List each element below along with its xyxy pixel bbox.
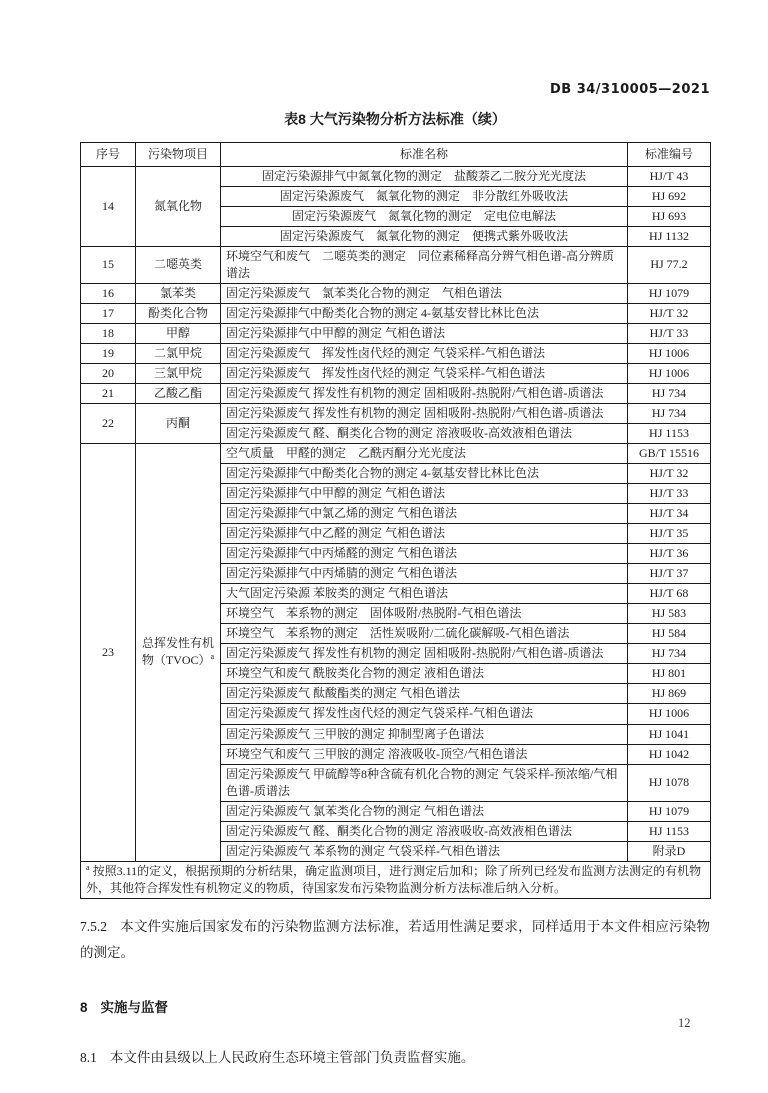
standard-code-cell: HJ/T 32 [628, 464, 711, 484]
pollutant-cell [136, 383, 221, 403]
clause-number: 8.1 [80, 1050, 97, 1066]
standard-name-cell: 固定污染源废气 挥发性有机物的测定 固相吸附-热脱附/气相色谱-质谱法 [221, 644, 628, 664]
standard-name-cell: 固定污染源废气 酞酸酯类的测定 气相色谱法 [221, 684, 628, 704]
standard-code-cell: HJ 734 [628, 404, 711, 424]
page-number: 12 [678, 1016, 691, 1030]
clause-7-5-2 [80, 914, 710, 967]
standard-name-cell: 固定污染源废气 挥发性有机物的测定 固相吸附-热脱附/气相色谱-质谱法 [221, 383, 628, 403]
section-title: 实施与监督 [100, 1000, 169, 1016]
table-row [81, 363, 711, 383]
header-cell-pollutant: 污染物项目 [136, 142, 221, 166]
standard-code-cell: HJ/T 32 [628, 303, 711, 323]
pollutant-cell [136, 303, 221, 323]
standard-code-cell: HJ/T 37 [628, 564, 711, 584]
table-body [81, 166, 711, 861]
standard-code-cell: HJ/T 68 [628, 584, 711, 604]
standard-name-cell: 固定污染源废气 挥发性卤代烃的测定 气袋采样-气相色谱法 [221, 343, 628, 363]
standard-code-cell: HJ 1132 [628, 226, 711, 246]
pollutant-name: 总挥发性有机物（TVOC） [141, 636, 214, 668]
pollutant-cell [136, 404, 221, 444]
clause-8-1 [80, 1045, 710, 1071]
section-number: 8 [80, 1000, 88, 1016]
standard-code-cell: HJ 693 [628, 206, 711, 226]
standard-code-cell: HJ/T 35 [628, 524, 711, 544]
standard-code-cell: HJ 869 [628, 684, 711, 704]
table-row [81, 404, 711, 424]
standard-code-cell: HJ 1041 [628, 724, 711, 744]
document-code: DB 34/310005—2021 [549, 82, 710, 97]
table-row [81, 303, 711, 323]
standard-code-cell: 附录D [628, 841, 711, 861]
serial-cell: 16 [81, 283, 136, 303]
section-8-heading [80, 996, 710, 1016]
standard-code-cell: HJ/T 36 [628, 544, 711, 564]
serial-cell: 17 [81, 303, 136, 323]
pollutant-name: 二噁英类 [153, 257, 202, 272]
header-cell-standard-name: 标准名称 [221, 142, 628, 166]
standard-code-cell: HJ 583 [628, 604, 711, 624]
pollutant-footnote-marker: a [210, 652, 215, 662]
standard-code-cell: HJ 1006 [628, 363, 711, 383]
clause-text: 本文件由县级以上人民政府生态环境主管部门负责监督实施。 [109, 1050, 475, 1066]
standard-name-cell: 固定污染源废气 挥发性卤代烃的测定气袋采样-气相色谱法 [221, 704, 628, 724]
standard-code-cell: HJ/T 43 [628, 166, 711, 186]
header-cell-serial: 序号 [81, 142, 136, 166]
standard-code-cell: HJ 1153 [628, 821, 711, 841]
serial-cell: 22 [81, 404, 136, 444]
standard-code-cell: HJ 1079 [628, 801, 711, 821]
standards-table [80, 142, 711, 899]
standard-code-cell: HJ 1006 [628, 704, 711, 724]
standard-code-cell: HJ/T 33 [628, 323, 711, 343]
standard-code-cell: HJ 734 [628, 383, 711, 403]
pollutant-name: 三氯甲烷 [153, 365, 202, 380]
standard-name-cell: 空气质量 甲醛的测定 乙酰丙酮分光光度法 [221, 444, 628, 464]
pollutant-name: 氯苯类 [159, 285, 196, 300]
standard-name-cell: 环境空气和废气 三甲胺的测定 溶液吸收-顶空/气相色谱法 [221, 744, 628, 764]
pollutant-name: 氮氧化物 [153, 198, 202, 213]
standard-name-cell: 固定污染源废气 挥发性卤代烃的测定 气袋采样-气相色谱法 [221, 363, 628, 383]
pollutant-name: 丙酮 [165, 416, 190, 431]
standard-name-cell: 固定污染源排气中氮氧化物的测定 盐酸萘乙二胺分光光度法 [221, 166, 628, 186]
standard-code-cell: GB/T 15516 [628, 444, 711, 464]
serial-cell: 18 [81, 323, 136, 343]
table-row [81, 166, 711, 186]
standard-name-cell: 固定污染源排气中丙烯醛的测定 气相色谱法 [221, 544, 628, 564]
standard-name-cell: 固定污染源废气 醛、酮类化合物的测定 溶液吸收-高效液相色谱法 [221, 821, 628, 841]
table-row [81, 383, 711, 403]
pollutant-cell [136, 246, 221, 283]
clause-text: 本文件实施后国家发布的污染物监测方法标准，若适用性满足要求，同样适用于本文件相应污染物的测定。 [80, 918, 710, 961]
serial-cell: 21 [81, 383, 136, 403]
pollutant-name: 乙酸乙酯 [153, 385, 202, 400]
standard-name-cell: 固定污染源排气中甲醇的测定 气相色谱法 [221, 484, 628, 504]
clause-number: 7.5.2 [80, 918, 107, 934]
serial-cell: 15 [81, 246, 136, 283]
pollutant-cell [136, 363, 221, 383]
standard-name-cell: 环境空气和废气 酰胺类化合物的测定 液相色谱法 [221, 664, 628, 684]
pollutant-cell [136, 323, 221, 343]
standard-name-cell: 环境空气 苯系物的测定 固体吸附/热脱附-气相色谱法 [221, 604, 628, 624]
table-row [81, 323, 711, 343]
standard-code-cell: HJ 1042 [628, 744, 711, 764]
standard-name-cell: 固定污染源废气 氮氧化物的测定 定电位电解法 [221, 206, 628, 226]
standard-code-cell: HJ 1006 [628, 343, 711, 363]
standard-name-cell: 固定污染源废气 苯系物的测定 气袋采样-气相色谱法 [221, 841, 628, 861]
standard-name-cell: 固定污染源废气 氮氧化物的测定 便携式紫外吸收法 [221, 226, 628, 246]
table-header-row [81, 142, 711, 166]
standard-name-cell: 固定污染源废气 甲硫醇等8种含硫有机化合物的测定 气袋采样-预浓缩/气相色谱-质谱法 [221, 764, 628, 801]
standard-code-cell: HJ/T 34 [628, 504, 711, 524]
standard-name-cell: 固定污染源排气中甲醇的测定 气相色谱法 [221, 323, 628, 343]
table-row [81, 246, 711, 283]
standard-name-cell: 固定污染源废气 挥发性有机物的测定 固相吸附-热脱附/气相色谱-质谱法 [221, 404, 628, 424]
standard-name-cell: 固定污染源废气 醛、酮类化合物的测定 溶液吸收-高效液相色谱法 [221, 424, 628, 444]
header-cell-standard-code: 标准编号 [628, 142, 711, 166]
standard-name-cell: 环境空气 苯系物的测定 活性炭吸附/二硫化碳解吸-气相色谱法 [221, 624, 628, 644]
standard-name-cell: 固定污染源废气 氮氧化物的测定 非分散红外吸收法 [221, 186, 628, 206]
standard-code-cell: HJ 734 [628, 644, 711, 664]
table-row [81, 444, 711, 464]
pollutant-cell [136, 283, 221, 303]
standard-code-cell: HJ 77.2 [628, 246, 711, 283]
footnote-row [81, 861, 711, 898]
pollutant-cell [136, 166, 221, 246]
standard-name-cell: 固定污染源排气中酚类化合物的测定 4-氨基安替比林比色法 [221, 464, 628, 484]
serial-cell: 14 [81, 166, 136, 246]
table-title: 表8 大气污染物分析方法标准（续） [284, 110, 506, 127]
standard-code-cell: HJ 1078 [628, 764, 711, 801]
footnote-cell [81, 861, 711, 898]
standard-code-cell: HJ 1153 [628, 424, 711, 444]
footnote-marker: a [86, 862, 90, 872]
standard-code-cell: HJ 692 [628, 186, 711, 206]
serial-cell: 23 [81, 444, 136, 862]
pollutant-cell [136, 444, 221, 862]
page-content [80, 82, 710, 1072]
standard-name-cell: 固定污染源废气 氯苯类化合物的测定 气相色谱法 [221, 801, 628, 821]
standard-name-cell: 固定污染源排气中氯乙烯的测定 气相色谱法 [221, 504, 628, 524]
standard-code-cell: HJ 1079 [628, 283, 711, 303]
footnote-text: 按照3.11的定义，根据预期的分析结果，确定监测项目，进行测定后加和；除了所列已经发布监测方法测定的有机物外，其他符合挥发性有机物定义的物质，待国家发布污染物监测分析方法标准后纳入分析。 [86, 863, 702, 895]
serial-cell: 19 [81, 343, 136, 363]
standard-code-cell: HJ 801 [628, 664, 711, 684]
standard-name-cell: 固定污染源排气中丙烯腈的测定 气相色谱法 [221, 564, 628, 584]
standard-name-cell: 环境空气和废气 二噁英类的测定 同位素稀释高分辨气相色谱-高分辨质谱法 [221, 246, 628, 283]
pollutant-name: 甲醇 [165, 325, 190, 340]
standard-name-cell: 固定污染源废气 三甲胺的测定 抑制型离子色谱法 [221, 724, 628, 744]
pollutant-cell [136, 343, 221, 363]
table-row [81, 283, 711, 303]
serial-cell: 20 [81, 363, 136, 383]
pollutant-name: 二氯甲烷 [153, 345, 202, 360]
standard-name-cell: 固定污染源排气中乙醛的测定 气相色谱法 [221, 524, 628, 544]
pollutant-name: 酚类化合物 [147, 305, 208, 320]
standard-name-cell: 大气固定污染源 苯胺类的测定 气相色谱法 [221, 584, 628, 604]
table-row [81, 343, 711, 363]
standard-code-cell: HJ/T 33 [628, 484, 711, 504]
standard-name-cell: 固定污染源废气 氯苯类化合物的测定 气相色谱法 [221, 283, 628, 303]
standard-code-cell: HJ 584 [628, 624, 711, 644]
standard-name-cell: 固定污染源排气中酚类化合物的测定 4-氨基安替比林比色法 [221, 303, 628, 323]
